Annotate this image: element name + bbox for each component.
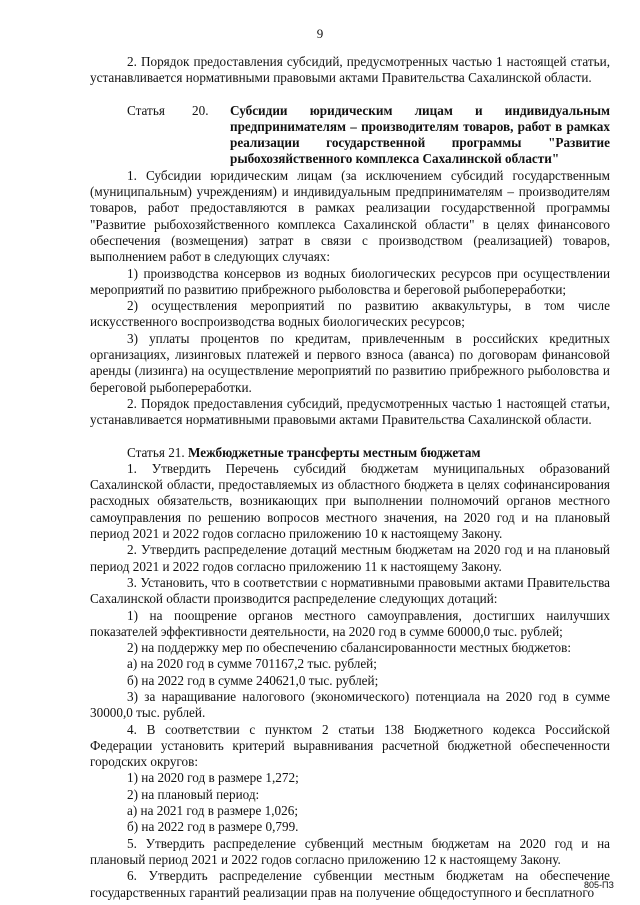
article-20-heading: [90, 103, 610, 168]
paragraph: 1) на 2020 год в размере 1,272;: [127, 770, 299, 786]
paragraph: 1. Утвердить Перечень субсидий бюджетам муниципальных образований Сахалинской области, предоставляемых из областного бюджета в целях софинансирования расходных обязательств, возникающих при выполнении полномочий органов местного самоуправления по решению вопросов местного значения, на 2020 год и на плановый период 2021 и 2022 годов согласно приложению 10 к настоящему Закону.: [90, 460, 610, 542]
paragraph: 1) производства консервов из водных биологических ресурсов при осуществлении мероприятий по развитию прибрежного рыболовства и береговой рыбопереработки;: [90, 265, 610, 297]
paragraph: а) на 2021 год в размере 1,026;: [127, 803, 298, 819]
article-title: Межбюджетные трансферты местным бюджетам: [187, 444, 481, 460]
paragraph: 1. Субсидии юридическим лицам (за исключением субсидий государственным (муниципальным) учреждениям) и индивидуальным предпринимателям – производителям товаров, работ предоставляются в рамках реализации государственной программы "Развитие рыбохозяйственного комплекса Сахалинской области" в целях финансового обеспечения (возмещения) затрат в связи с производством (реализацией) товаров, выполнением работ в следующих случаях:: [90, 167, 610, 265]
paragraph: 4. В соответствии с пунктом 2 статьи 138 Бюджетного кодекса Российской Федерации установить критерий выравнивания расчетной бюджетной обеспеченности городских округов:: [90, 721, 610, 770]
paragraph: 2. Порядок предоставления субсидий, предусмотренных частью 1 настоящей статьи, устанавливается нормативными правовыми актами Правительства Сахалинской области.: [90, 54, 610, 86]
paragraph: 2. Порядок предоставления субсидий, предусмотренных частью 1 настоящей статьи, устанавливается нормативными правовыми актами Правительства Сахалинской области.: [90, 395, 610, 428]
paragraph: 3) за наращивание налогового (экономического) потенциала на 2020 год в сумме 30000,0 тыс. рублей.: [90, 688, 610, 721]
paragraph: 5. Утвердить распределение субвенций местным бюджетам на 2020 год и на плановый период 2021 и 2022 годов согласно приложению 12 к настоящему Закону.: [90, 835, 610, 867]
article-title: Субсидии юридическим лицам и индивидуальным предпринимателям – производителям товаров, работ в рамках реализации государственной программы "Развитие рыбохозяйственного комплекса Сахалинской области": [230, 102, 610, 167]
paragraph: 2) на плановый период:: [127, 786, 260, 802]
article-number: 20.: [192, 102, 209, 118]
paragraph: 3) уплаты процентов по кредитам, привлеченным в российских кредитных организациях, лизинговых платежей и первого взноса (аванса) по договорам финансовой аренды (лизинга) на осуществление мероприятий по развитию прибрежного рыболовства и береговой рыбопереработки.: [90, 330, 610, 395]
paragraph: 3. Установить, что в соответствии с нормативными правовыми актами Правительства Сахалинской области производится распределение следующих дотаций:: [90, 574, 610, 607]
article-label: Статья: [127, 102, 165, 118]
document-body: [90, 54, 610, 901]
paragraph: б) на 2022 год в сумме 240621,0 тыс. рублей;: [127, 672, 379, 688]
paragraph: 2. Утвердить распределение дотаций местным бюджетам на 2020 год и на плановый период 2021 и 2022 годов согласно приложению 11 к настоящему Закону.: [90, 542, 610, 574]
paragraph: 2) осуществления мероприятий по развитию аквакультуры, в том числе искусственного воспроизводства водных биологических ресурсов;: [90, 298, 610, 330]
paragraph: 6. Утвердить распределение субвенции местным бюджетам на обеспечение государственных гарантий реализации прав на получение общедоступного и бесплатного: [90, 868, 610, 900]
paragraph: 2) на поддержку мер по обеспечению сбалансированности местных бюджетов:: [127, 640, 571, 656]
article-label: Статья 21.: [127, 444, 185, 460]
paragraph: а) на 2020 год в сумме 701167,2 тыс. рублей;: [127, 656, 377, 672]
footer-code: 805-ПЗ: [584, 880, 614, 890]
paragraph: б) на 2022 год в размере 0,799.: [127, 819, 299, 835]
page-number: 9: [316, 26, 324, 41]
article-21-heading: [90, 445, 610, 461]
paragraph: 1) на поощрение органов местного самоуправления, достигших наилучших показателей эффективности деятельности, на 2020 год в сумме 60000,0 тыс. рублей;: [90, 607, 610, 639]
